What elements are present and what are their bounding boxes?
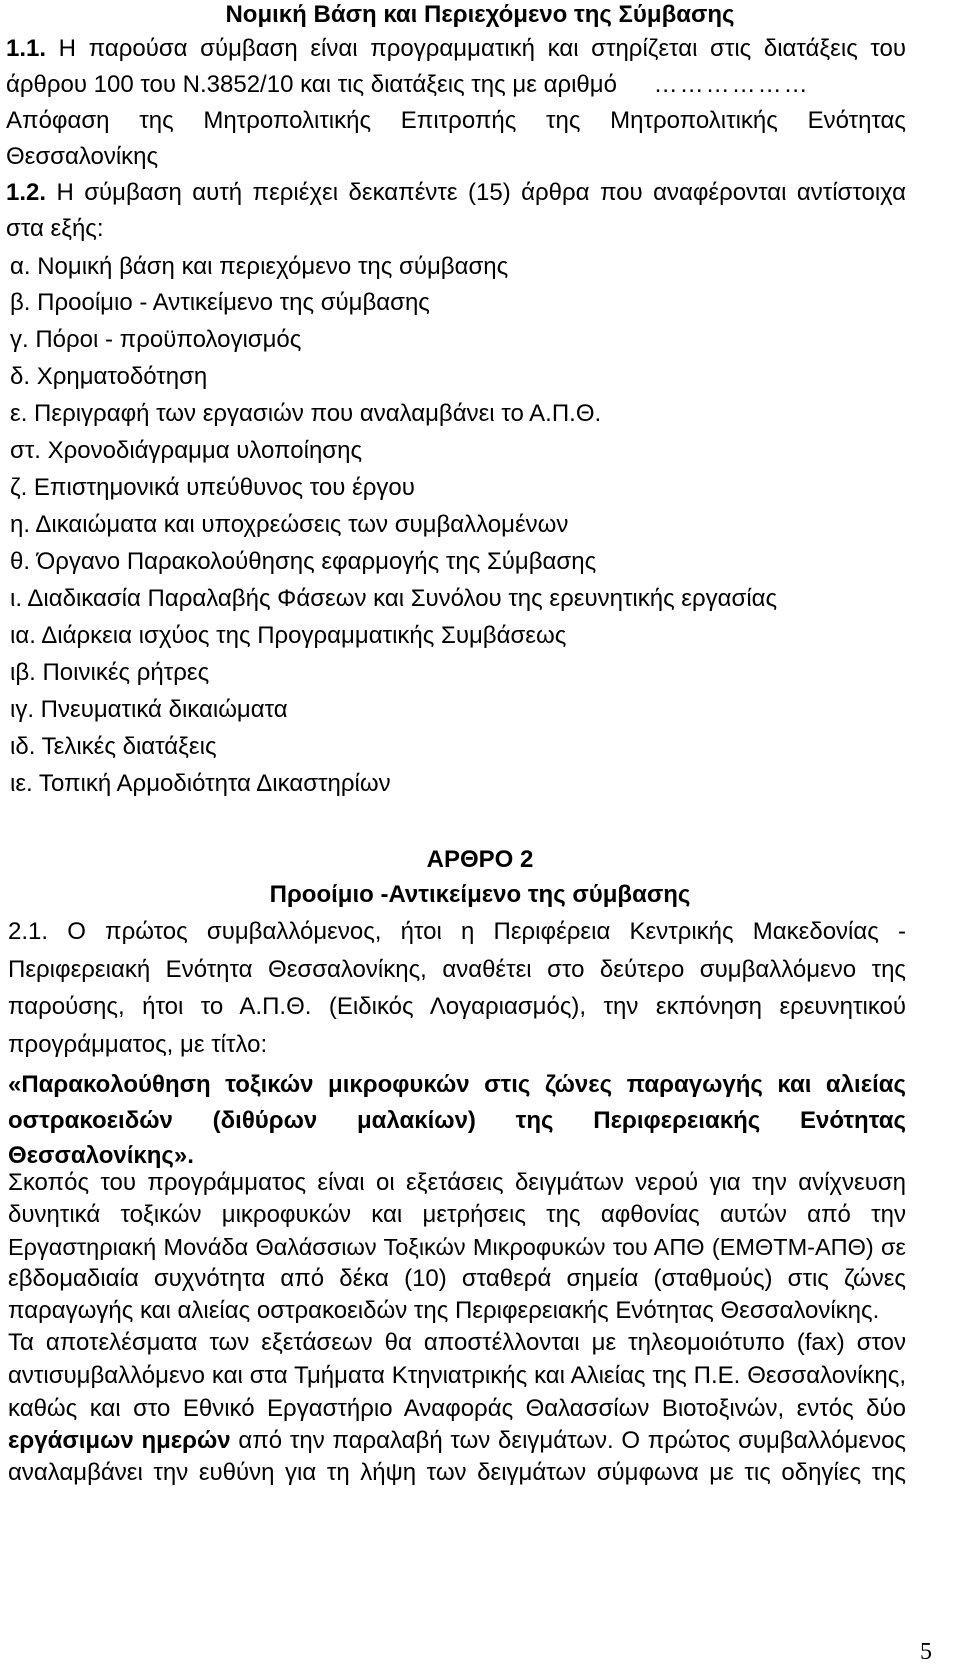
section-title: Νομική Βάση και Περιεχόμενο της Σύμβασης	[225, 1, 735, 28]
toc-item: θ. Όργανο Παρακολούθησης εφαρμογής της Σύμβασης	[10, 548, 597, 575]
toc-item: ε. Περιγραφή των εργασιών που αναλαμβάνει το Α.Π.Θ.	[10, 400, 602, 427]
toc-item: ιε. Τοπική Αρμοδιότητα Δικαστηρίων	[10, 770, 391, 797]
clause-text: άρθρου 100 του Ν.3852/10 και τις διατάξεις της με αριθμό	[6, 71, 617, 98]
clause-1-1-line-1	[6, 34, 906, 64]
paragraph-line: αναλαμβάνει την ευθύνη για τη λήψη των δειγμάτων σύμφωνα με τις οδηγίες της	[8, 1459, 906, 1486]
paragraph-line: Περιφερειακή Ενότητα Θεσσαλονίκης, αναθέτει στο δεύτερο συμβαλλόμενο της	[8, 956, 906, 983]
clause-1-1-line-3: Απόφαση της Μητροπολιτικής Επιτροπής της Μητροπολιτικής Ενότητας	[6, 107, 906, 134]
paragraph-line	[8, 1426, 906, 1456]
toc-item: η. Δικαιώματα και υποχρεώσεις των συμβαλλομένων	[10, 511, 569, 538]
clause-1-2-line-1	[6, 178, 906, 208]
program-title-line: οστρακοειδών (διθύρων μαλακίων) της Περιφερειακής Ενότητας	[8, 1107, 906, 1134]
paragraph-line: προγράμματος, με τίτλο:	[8, 1031, 268, 1058]
paragraph-line: Εργαστηριακή Μονάδα Θαλάσσιων Τοξικών Μικροφυκών του ΑΠΘ (ΕΜΘΤΜ-ΑΠΘ) σε	[8, 1234, 906, 1260]
paragraph-line: παρούσης, ήτοι το Α.Π.Θ. (Ειδικός Λογαριασμός), την εκπόνηση ερευνητικού	[8, 993, 906, 1020]
toc-item: α. Νομική βάση και περιεχόμενο της σύμβασης	[10, 253, 509, 280]
toc-item: ιβ. Ποινικές ρήτρες	[10, 659, 210, 686]
program-title-line: «Παρακολούθηση τοξικών μικροφυκών στις ζώνες παραγωγής και αλιείας	[8, 1071, 906, 1098]
paragraph-line: καθώς και στο Εθνικό Εργαστήριο Αναφοράς Θαλασσίων Βιοτοξινών, εντός δύο	[8, 1395, 906, 1422]
toc-item: στ. Χρονοδιάγραμμα υλοποίησης	[10, 437, 363, 464]
toc-item: ζ. Επιστημονικά υπεύθυνος του έργου	[10, 474, 415, 501]
blank-dots: ………………	[653, 71, 810, 98]
toc-item: β. Προοίμιο - Αντικείμενο της σύμβασης	[10, 289, 430, 316]
toc-item: ι. Διαδικασία Παραλαβής Φάσεων και Συνόλου της ερευνητικής εργασίας	[10, 585, 778, 612]
article-subheading: Προοίμιο -Αντικείμενο της σύμβασης	[269, 881, 691, 908]
toc-item: γ. Πόροι - προϋπολογισμός	[10, 326, 302, 353]
emphasis: εργάσιμων ημερών	[8, 1427, 231, 1454]
paragraph-line: 2.1. Ο πρώτος συμβαλλόμενος, ήτοι η Περιφέρεια Κεντρικής Μακεδονίας -	[8, 918, 906, 945]
toc-item: ιγ. Πνευματικά δικαιώματα	[10, 696, 288, 723]
paragraph-line: εβδομαδιαία συχνότητα από δέκα (10) σταθερά σημεία (σταθμούς) στις ζώνες	[8, 1265, 906, 1292]
clause-number: 1.2.	[6, 179, 47, 206]
paragraph-line: αντισυμβαλλόμενο και στα Τμήματα Κτηνιατρικής και Αλιείας της Π.Ε. Θεσσαλονίκης,	[8, 1362, 906, 1389]
page-number: 5	[920, 1639, 932, 1665]
paragraph-text: από την παραλαβή των δειγμάτων. Ο πρώτος συμβαλλόμενος	[230, 1427, 906, 1454]
clause-1-1-line-4: Θεσσαλονίκης	[6, 143, 159, 170]
toc-item: ια. Διάρκεια ισχύος της Προγραμματικής Συμβάσεως	[10, 622, 567, 649]
clause-number: 1.1.	[6, 35, 47, 62]
clause-text: Η παρούσα σύμβαση είναι προγραμματική και στηρίζεται στις διατάξεις του	[58, 35, 906, 62]
article-heading: ΑΡΘΡΟ 2	[426, 846, 534, 873]
clause-1-2-line-2: στα εξής:	[6, 215, 104, 242]
paragraph-line: Σκοπός του προγράμματος είναι οι εξετάσεις δειγμάτων νερού για την ανίχνευση	[8, 1169, 906, 1196]
clause-text: Η σύμβαση αυτή περιέχει δεκαπέντε (15) άρθρα που αναφέρονται αντίστοιχα	[56, 179, 906, 206]
toc-item: δ. Χρηματοδότηση	[10, 363, 208, 390]
paragraph-line: παραγωγής και αλιείας οστρακοειδών της Περιφερειακής Ενότητας Θεσσαλονίκης.	[8, 1297, 880, 1324]
program-title-line: Θεσσαλονίκης».	[8, 1142, 194, 1169]
paragraph-line: Τα αποτελέσματα των εξετάσεων θα αποστέλλονται με τηλεομοιότυπο (fax) στον	[8, 1329, 906, 1356]
paragraph-line: δυνητικά τοξικών μικροφυκών και μετρήσεις της αφθονίας αυτών από την	[8, 1201, 906, 1228]
toc-item: ιδ. Τελικές διατάξεις	[10, 733, 217, 760]
clause-1-1-line-2	[6, 70, 906, 100]
